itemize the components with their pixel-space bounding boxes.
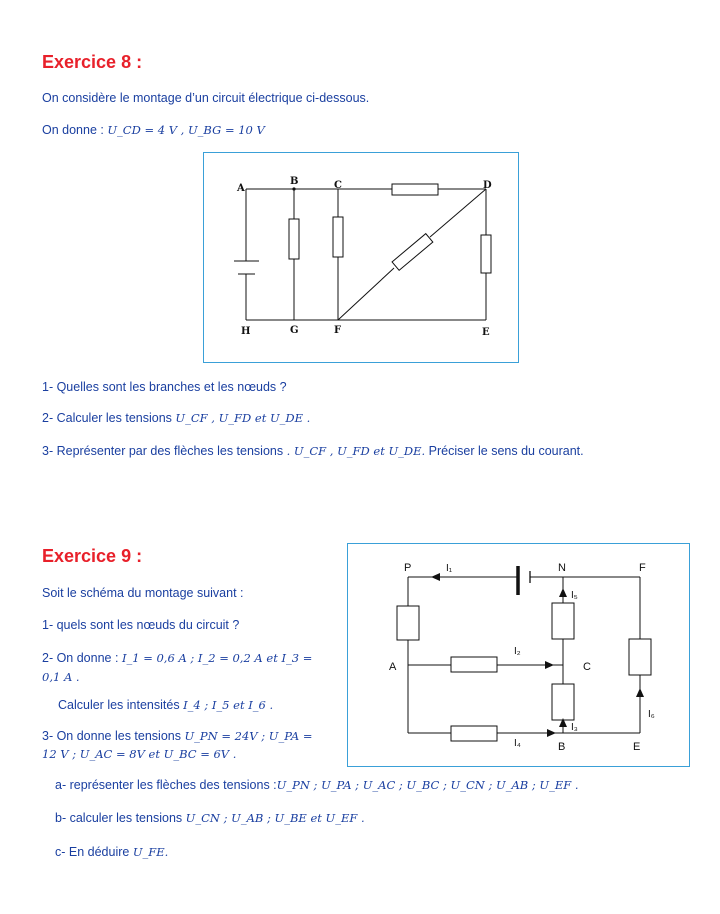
ex9-qa <box>55 778 579 792</box>
current-i2-label: I₂ <box>514 646 521 657</box>
node-n-label: N <box>558 562 566 574</box>
current-i6-label: I₆ <box>648 709 655 720</box>
current-i5-label: I₅ <box>571 590 578 601</box>
ex8-q2-formula: U_CF , U_FD et U_DE . <box>175 411 311 425</box>
node-h-label: H <box>241 326 251 337</box>
ex9-q2-formula-1: I_1 = 0,6 A ; I_2 = 0,2 A et I_3 = <box>121 651 313 665</box>
arrow-i3 <box>559 718 567 727</box>
ex8-q3 <box>42 444 584 458</box>
ex9-qa-formula: U_PN ; U_PA ; U_AC ; U_BC ; U_CN ; U_AB ; U_EF . <box>276 778 579 792</box>
arrow-i5 <box>559 588 567 597</box>
ex8-circuit-frame <box>203 152 519 363</box>
ex8-q3-end: Préciser le sens du courant. <box>428 444 584 458</box>
ex8-given <box>42 123 265 137</box>
arrow-i1 <box>431 573 440 581</box>
current-i1-label: I₁ <box>446 563 453 574</box>
ex8-q2 <box>42 411 310 425</box>
ex9-q3 <box>42 729 313 743</box>
ex8-circuit-diagram <box>204 153 518 362</box>
node-c-label: C <box>334 180 342 191</box>
ex9-q2-label: 2- On donne : <box>42 651 119 665</box>
current-i3-label: I₃ <box>571 722 578 733</box>
ex9-q2-line2 <box>42 670 80 684</box>
node-e9-label: E <box>633 741 641 753</box>
ex9-q3-formula-1: U_PN = 24V ; U_PA = <box>184 729 313 743</box>
ex9-q2b-text: Calculer les intensités <box>58 698 180 712</box>
ex9-q1: 1- quels sont les nœuds du circuit ? <box>42 618 240 632</box>
ex9-q2b-formula: I_4 ; I_5 et I_6 . <box>183 698 274 712</box>
arrow-i4 <box>547 729 556 737</box>
ex9-qc <box>55 845 168 859</box>
ex9-q2-formula-2: 0,1 A . <box>42 670 80 684</box>
ex9-q2b <box>58 698 273 712</box>
ex8-intro: On considère le montage d’un circuit électrique ci-dessous. <box>42 91 370 105</box>
ex9-q3-text: 3- On donne les tensions <box>42 729 181 743</box>
ex9-qc-formula: U_FE. <box>132 845 169 859</box>
node-c9-label: C <box>583 661 591 673</box>
ex9-qb-text: b- calculer les tensions <box>55 811 183 825</box>
node-e-label: E <box>482 327 490 338</box>
node-f-label: F <box>334 325 342 336</box>
ex8-given-label: On donne : <box>42 123 104 137</box>
ex8-q2-text: 2- Calculer les tensions <box>42 411 172 425</box>
node-b9-label: B <box>558 741 566 753</box>
node-a9-label: A <box>389 661 397 673</box>
node-g-label: G <box>290 325 299 336</box>
ex8-q3-text: 3- Représenter par des flèches les tensions <box>42 444 284 458</box>
ex8-q1: 1- Quelles sont les branches et les nœuds ? <box>42 380 287 394</box>
node-f9-label: F <box>639 562 646 574</box>
ex9-qa-text: a- représenter les flèches des tensions : <box>55 778 277 792</box>
node-b-dot <box>292 187 295 190</box>
node-d-label: D <box>483 180 492 191</box>
ex9-qb <box>55 811 365 825</box>
ex8-q3-formula: . U_CF , U_FD et U_DE. <box>286 444 426 458</box>
ex9-circuit-frame <box>347 543 690 767</box>
ex9-q2 <box>42 651 312 665</box>
node-a-label: A <box>237 183 245 194</box>
current-i4-label: I₄ <box>514 738 521 749</box>
ex8-title: Exercice 8 : <box>42 52 143 72</box>
ex9-title: Exercice 9 : <box>42 546 143 566</box>
ex8-given-formula: U_CD = 4 V , U_BG = 10 V <box>107 123 265 137</box>
ex9-circuit-diagram <box>348 544 689 766</box>
ex9-qb-formula: U_CN ; U_AB ; U_BE et U_EF . <box>185 811 365 825</box>
arrow-i2 <box>545 661 554 669</box>
ex9-qc-text: c- En déduire <box>55 845 130 859</box>
node-b-label: B <box>290 176 299 187</box>
ex9-intro: Soit le schéma du montage suivant : <box>42 586 244 600</box>
ex9-q3-line2 <box>42 747 236 761</box>
arrow-i6 <box>636 688 644 697</box>
ex9-q3-formula-2: 12 V ; U_AC = 8V et U_BC = 6V . <box>42 747 237 761</box>
node-p-label: P <box>404 562 412 574</box>
